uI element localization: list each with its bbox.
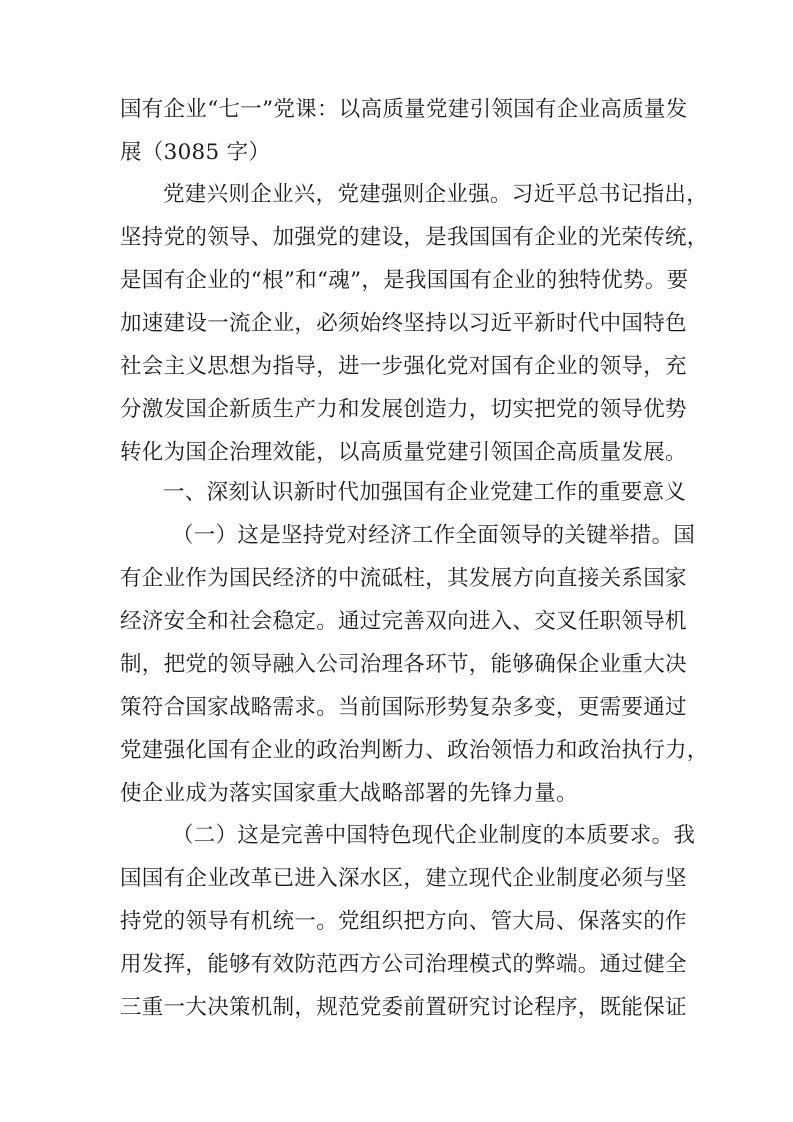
paragraph-1-line-4: 加速建设一流企业，必须始终坚持以习近平新时代中国特色 bbox=[120, 311, 687, 336]
paragraph-2-line-6: 党建强化国有企业的政治判断力、政治领悟力和政治执行力， bbox=[120, 738, 709, 763]
paragraph-2-line-4: 制，把党的领导融入公司治理各环节，能够确保企业重大决 bbox=[120, 652, 687, 677]
paragraph-1-line-3: 是国有企业的“根”和“魂”，是我国国有企业的独特优势。要 bbox=[120, 268, 689, 293]
paragraph-2-line-7: 使企业成为落实国家重大战略部署的先锋力量。 bbox=[120, 781, 578, 806]
title-line-2: 展（3085 字） bbox=[120, 140, 271, 165]
paragraph-1-line-5: 社会主义思想为指导，进一步强化党对国有企业的领导，充 bbox=[120, 354, 687, 379]
paragraph-3-line-4: 用发挥，能够有效防范西方公司治理模式的弊端。通过健全 bbox=[120, 952, 687, 977]
paragraph-1-line-1: 党建兴则企业兴，党建强则企业强。习近平总书记指出， bbox=[163, 182, 709, 207]
title-line-1: 国有企业“七一”党课：以高质量党建引领国有企业高质量发 bbox=[120, 97, 688, 122]
paragraph-1-line-6: 分激发国企新质生产力和发展创造力，切实把党的领导优势 bbox=[120, 397, 687, 422]
paragraph-3-line-3: 持党的领导有机统一。党组织把方向、管大局、保落实的作 bbox=[120, 909, 687, 934]
paragraph-1-line-7: 转化为国企治理效能，以高质量党建引领国企高质量发展。 bbox=[120, 440, 687, 465]
paragraph-2-line-1: （一）这是坚持党对经济工作全面领导的关键举措。国 bbox=[172, 523, 696, 548]
section-heading-1: 一、深刻认识新时代加强国有企业党建工作的重要意义 bbox=[163, 480, 687, 505]
paragraph-1-line-2: 坚持党的领导、加强党的建设，是我国国有企业的光荣传统， bbox=[120, 225, 709, 250]
paragraph-2-line-3: 经济安全和社会稳定。通过完善双向进入、交叉任职领导机 bbox=[120, 609, 687, 634]
paragraph-3-line-1: （二）这是完善中国特色现代企业制度的本质要求。我 bbox=[172, 823, 696, 848]
paragraph-2-line-5: 策符合国家战略需求。当前国际形势复杂多变，更需要通过 bbox=[120, 695, 687, 720]
paragraph-2-line-2: 有企业作为国民经济的中流砥柱，其发展方向直接关系国家 bbox=[120, 566, 687, 591]
paragraph-3-line-2: 国国有企业改革已进入深水区，建立现代企业制度必须与坚 bbox=[120, 866, 687, 891]
paragraph-3-line-5: 三重一大决策机制，规范党委前置研究讨论程序，既能保证 bbox=[120, 995, 687, 1020]
